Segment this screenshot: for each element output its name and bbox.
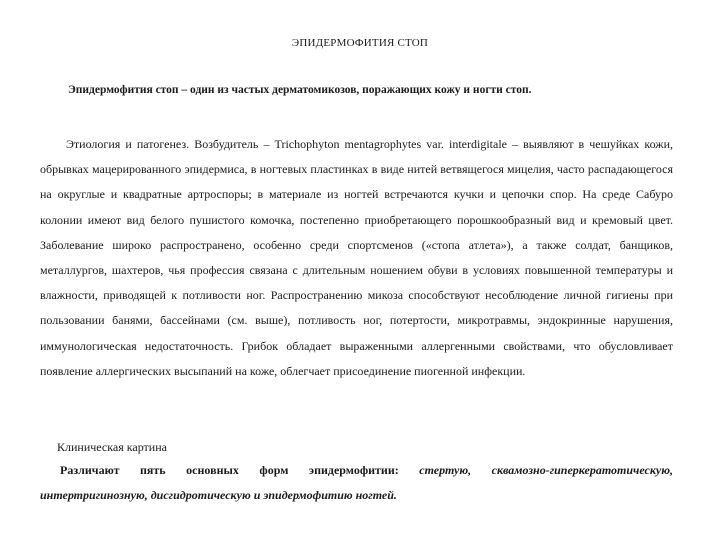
forms-lead-in: Различают пять основных форм эпидермофитии: <box>60 463 399 477</box>
forms-list: стертую, сквамозно-гиперкератотическую, интертригинозную, дисгидротическую и эпидермофитию ногтей. <box>40 463 674 502</box>
lead-sentence: Эпидермофития стоп – один из частых дерматомикозов, поражающих кожу и ногти стоп. <box>68 84 532 96</box>
forms-paragraph <box>40 458 673 508</box>
etiology-paragraph: Этиология и патогенез. Возбудитель – Trichophyton mentagrophytes var. interdigitale – выявляют в чешуйках кожи, обрывках мацерированного эпидермиса, в ногтевых пластинках в виде нитей ветвящегося мицелия, часто распадающегося на округлые и квадратные артроспоры; в материале из ногтей встречаются кучки и цепочки спор. На среде Сабуро колонии имеют вид белого пушистого комочка, постепенно приобретающего порошкообразный вид и кремовый цвет. Заболевание широко распространено, особенно среди спортсменов («стопа атлета»), а также солдат, банщиков, металлургов, шахтеров, чья профессия связана с длительным ношением обуви в условиях повышенной температуры и влажности, приводящей к потливости ног. Распространению микоза способствуют несоблюдение личной гигиены при пользовании банями, бассейнами (см. выше), потливость ног, потертости, микротравмы, эндокринные нарушения, иммунологическая недостаточность. Грибок обладает выраженными аллергенными свойствами, что обусловливает появление аллергических высыпаний на коже, облегчает присоединение пиогенной инфекции. <box>40 137 673 378</box>
clinical-heading: Клиническая картина <box>57 440 167 454</box>
document-title: ЭПИДЕРМОФИТИЯ СТОП <box>291 37 429 49</box>
